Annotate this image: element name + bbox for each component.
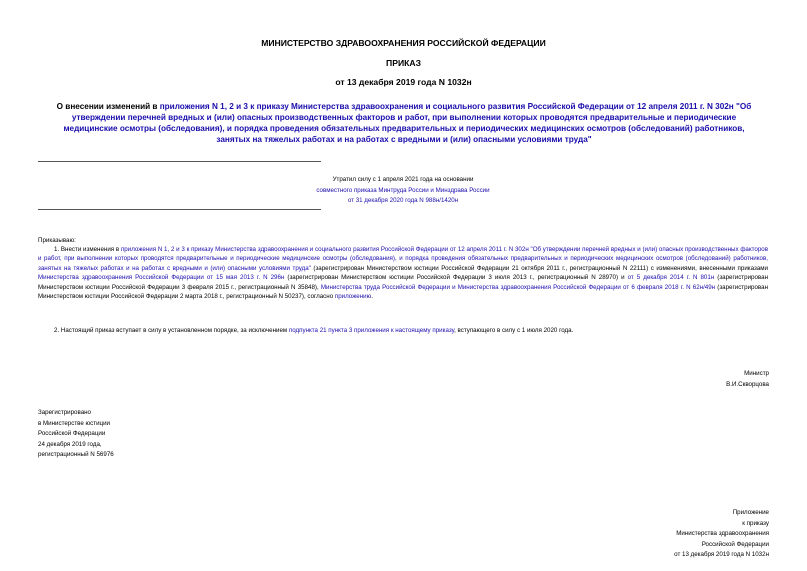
p1-link-order-302n[interactable]: приложения N 1, 2 и 3 к приказу Министерства здравоохранения и социального развития Российской Федерации от 12 апреля 2011 г. N 302н "Об утверждении перечней вредных и (или) опасных производственных факторов и работ, при выполнении которых проводятся предварительные и периодические медицинские осмотры (обследования), и порядка проведения обязательных предварительных и периодических медицинских осмотров (обследований) работников, занятых на тяжелых работах и на работах с вредными и (или) опасными условиями труда" [38, 246, 769, 272]
title-text: О внесении изменений в [56, 102, 160, 111]
doc-date: от 13 декабря 2019 года N 1032н [335, 77, 472, 87]
p2-text-b: , вступающего в силу с 1 июля 2020 года. [454, 327, 574, 334]
p2-link-subpoint-21[interactable]: подпункта 21 пункта 3 приложения к настоящему приказу [288, 327, 455, 334]
document-title [46, 101, 762, 145]
p1-text-b: (зарегистрирован Министерством юстиции Российской Федерации 21 октября 2011 г., регистрационный N 22111) с изменениями, внесенными приказами [310, 264, 768, 272]
status-link-1[interactable]: совместного приказа Минтруда России и Минздрава России [316, 186, 490, 194]
p1-link-order-801n[interactable]: от 5 декабря 2014 г. N 801н [627, 274, 715, 282]
ministry-heading: МИНИСТЕРСТВО ЗДРАВООХРАНЕНИЯ РОССИЙСКОЙ ФЕДЕРАЦИИ [261, 38, 546, 48]
p1-text-a: 1. Внести изменения в [54, 246, 121, 253]
status-line-1: Утратил силу с 1 апреля 2021 года на основании [332, 176, 474, 183]
appendix-line-1: Приложение [732, 509, 769, 516]
p2-text-a: 2. Настоящий приказ вступает в силу в установленном порядке, за исключением [54, 327, 289, 334]
registration-line-4: 24 декабря 2019 года, [38, 440, 102, 448]
p1-link-order-296n[interactable]: Министерства здравоохранения Российской Федерации от 15 мая 2013 г. N 296н [38, 274, 285, 282]
signature-name: В.И.Скворцова [726, 381, 769, 388]
signature-block [726, 368, 769, 390]
paragraph-2 [54, 326, 774, 335]
appendix-block [674, 508, 769, 561]
title-link[interactable]: приложения N 1, 2 и 3 к приказу Министерства здравоохранения и социального развития Российской Федерации от 12 апреля 2011 г. N 302н "Об утверждении перечней вредных и (или) опасных производственных факторов и работ, при выполнении которых проводятся предварительные и периодические медицинские осмотры (обследования), и порядка проведения обязательных предварительных и периодических медицинских осмотров (обследований) работников, занятых на тяжелых работах и на работах с вредными и (или) опасными условиями труда" [63, 102, 752, 144]
p1-text-d: (зарегистрирован Министерством юстиции Российской Федерации 3 февраля 2015 г., регистрационный N 35848), [38, 274, 768, 291]
appendix-line-5: от 13 декабря 2019 года N 1032н [674, 551, 769, 559]
p1-link-order-62n-49n[interactable]: Министерства труда Российской Федерации и Министерства здравоохранения Российской Федерации от 6 февраля 2018 г. N 62н/49н [320, 283, 716, 291]
divider-top [38, 161, 321, 162]
order-word: Приказываю: [38, 237, 76, 244]
p1-link-appendix[interactable]: приложению [334, 293, 372, 301]
registration-line-5: регистрационный N 56976 [38, 451, 114, 459]
appendix-line-2: к приказу [742, 519, 769, 527]
registration-line-2: в Министерстве юстиции [38, 419, 111, 427]
p1-text-f: . [371, 293, 373, 301]
signature-position: Министр [744, 370, 769, 377]
divider-bottom [38, 209, 321, 210]
p1-text-e: (зарегистрирован Министерством юстиции Российской Федерации 2 марта 2018 г., регистрационный N 50237), согласно [38, 283, 768, 301]
registration-block [38, 408, 114, 461]
appendix-line-3: Министерства здравоохранения [676, 530, 769, 538]
p1-text-c: (зарегистрирован Министерством юстиции Российской Федерации 3 июля 2013 г., регистрационный N 28970) и [284, 274, 628, 282]
doc-type: ПРИКАЗ [386, 58, 421, 68]
paragraph-1 [38, 245, 768, 301]
appendix-line-4: Российской Федерации [701, 540, 769, 548]
status-note [180, 175, 626, 207]
registration-line-1: Зарегистрировано [38, 409, 91, 416]
registration-line-3: Российской Федерации [38, 430, 106, 438]
status-link-2[interactable]: от 31 декабря 2020 года N 988н/1420н [347, 197, 459, 204]
